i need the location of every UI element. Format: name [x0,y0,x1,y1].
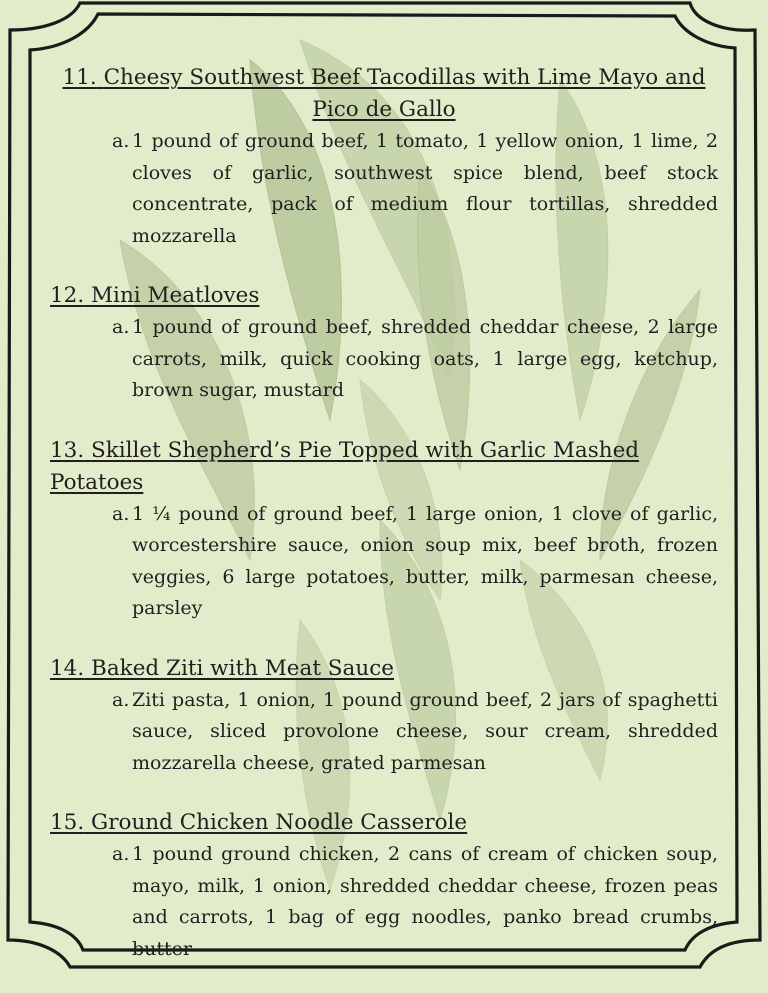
recipe-12 [50,280,718,407]
ingredients-text: 1 pound of ground beef, shredded cheddar cheese, 2 large carrots, milk, quick cooking oats, 1 large egg, ketchup, brown sugar, mustard [132,316,718,401]
item-letter: a. [112,688,130,711]
ingredients-text: Ziti pasta, 1 onion, 1 pound ground beef, 2 jars of spaghetti sauce, sliced provolone cheese, sour cream, shredded mozzarella cheese, grated parmesan [132,688,718,774]
ingredient-item [50,499,718,625]
recipe-number: 11. [62,65,97,90]
recipe-name: Ground Chicken Noodle Casserole [91,810,468,835]
recipe-title [50,653,718,685]
recipe-title [50,62,718,126]
item-letter: a. [112,502,130,525]
recipe-13 [50,435,718,625]
recipe-title [50,807,718,839]
item-letter: a. [112,130,130,152]
recipe-15 [50,807,718,965]
ingredient-item [50,312,718,407]
recipe-14 [50,653,718,780]
ingredients-text: 1 ¼ pound of ground beef, 1 large onion, 1 clove of garlic, worcestershire sauce, onion soup mix, beef broth, frozen veggies, 6 large potatoes, butter, milk, parmesan cheese, parsley [132,502,718,619]
ingredient-item [50,126,718,252]
recipe-name: Baked Ziti with Meat Sauce [91,655,394,681]
recipe-name: Skillet Shepherd’s Pie Topped with Garlic Mashed Potatoes [50,437,640,495]
recipe-name: Mini Meatloves [91,283,260,308]
recipe-number: 13. [50,437,85,463]
ingredient-item [50,839,718,965]
recipe-list [50,62,718,993]
recipe-number: 15. [50,810,85,835]
recipe-title [50,435,718,499]
recipe-title [50,280,718,312]
recipe-number: 14. [50,655,85,681]
recipe-name: Cheesy Southwest Beef Tacodillas with Lime Mayo and Pico de Gallo [103,65,706,122]
ingredient-item [50,685,718,780]
recipe-11 [50,62,718,252]
item-letter: a. [112,843,130,865]
ingredients-text: 1 pound of ground beef, 1 tomato, 1 yellow onion, 1 lime, 2 cloves of garlic, southwest spice blend, beef stock concentrate, pack of medium flour tortillas, shredded mozzarella [132,130,718,247]
item-letter: a. [112,316,130,338]
recipe-number: 12. [50,283,85,308]
ingredients-text: 1 pound ground chicken, 2 cans of cream of chicken soup, mayo, milk, 1 onion, shredded cheddar cheese, frozen peas and carrots, 1 bag of egg noodles, panko bread crumbs, butter [132,843,718,960]
